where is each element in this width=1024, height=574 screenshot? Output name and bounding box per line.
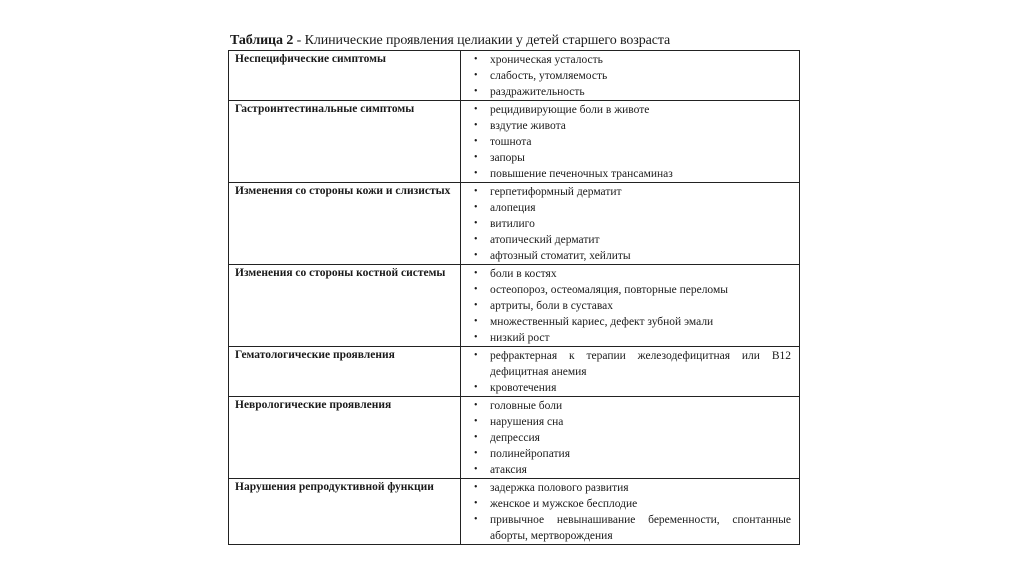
category-cell: Изменения со стороны костной системы — [229, 265, 461, 347]
list-item: • хроническая усталость — [461, 52, 799, 68]
list-item: • привычное невынашивание беременности, спонтанные аборты, мертворождения — [461, 512, 799, 544]
table-caption — [230, 33, 670, 49]
list-item: • нарушения сна — [461, 414, 799, 430]
list-item: • вздутие живота — [461, 118, 799, 134]
items-cell — [461, 51, 800, 101]
list-item: • остеопороз, остеомаляция, повторные переломы — [461, 282, 799, 298]
list-item: • боли в костях — [461, 266, 799, 282]
list-item: • головные боли — [461, 398, 799, 414]
list-item: • герпетиформный дерматит — [461, 184, 799, 200]
category-cell: Гематологические проявления — [229, 347, 461, 397]
list-item: • депрессия — [461, 430, 799, 446]
symptom-list — [461, 348, 799, 396]
list-item: • задержка полового развития — [461, 480, 799, 496]
symptom-list — [461, 184, 799, 264]
list-item: • низкий рост — [461, 330, 799, 346]
table-row — [229, 397, 800, 479]
symptom-list — [461, 266, 799, 346]
table-caption-text: - Клинические проявления целиакии у детей старшего возраста — [293, 33, 671, 48]
items-cell — [461, 479, 800, 545]
list-item: • множественный кариес, дефект зубной эмали — [461, 314, 799, 330]
list-item: • запоры — [461, 150, 799, 166]
list-item: • витилиго — [461, 216, 799, 232]
table-row — [229, 479, 800, 545]
list-item: • кровотечения — [461, 380, 799, 396]
items-cell — [461, 397, 800, 479]
table-row — [229, 101, 800, 183]
list-item: • рефрактерная к терапии железодефицитная или B12 дефицитная анемия — [461, 348, 799, 380]
table-row — [229, 51, 800, 101]
list-item: • артриты, боли в суставах — [461, 298, 799, 314]
list-item: • слабость, утомляемость — [461, 68, 799, 84]
list-item: • тошнота — [461, 134, 799, 150]
symptoms-table — [228, 50, 800, 545]
list-item: • атаксия — [461, 462, 799, 478]
list-item: • алопеция — [461, 200, 799, 216]
category-cell: Нарушения репродуктивной функции — [229, 479, 461, 545]
list-item: • атопический дерматит — [461, 232, 799, 248]
list-item: • женское и мужское бесплодие — [461, 496, 799, 512]
symptom-list — [461, 398, 799, 478]
list-item: • повышение печеночных трансаминаз — [461, 166, 799, 182]
category-cell: Неврологические проявления — [229, 397, 461, 479]
symptom-list — [461, 102, 799, 182]
table-row — [229, 347, 800, 397]
symptom-list — [461, 480, 799, 544]
items-cell — [461, 101, 800, 183]
category-cell: Неспецифические симптомы — [229, 51, 461, 101]
list-item: • раздражительность — [461, 84, 799, 100]
list-item: • рецидивирующие боли в животе — [461, 102, 799, 118]
list-item: • полинейропатия — [461, 446, 799, 462]
table-row — [229, 183, 800, 265]
table-number: Таблица 2 — [230, 33, 294, 48]
items-cell — [461, 347, 800, 397]
items-cell — [461, 183, 800, 265]
items-cell — [461, 265, 800, 347]
category-cell: Изменения со стороны кожи и слизистых — [229, 183, 461, 265]
symptom-list — [461, 52, 799, 100]
list-item: • афтозный стоматит, хейлиты — [461, 248, 799, 264]
category-cell: Гастроинтестинальные симптомы — [229, 101, 461, 183]
table-row — [229, 265, 800, 347]
